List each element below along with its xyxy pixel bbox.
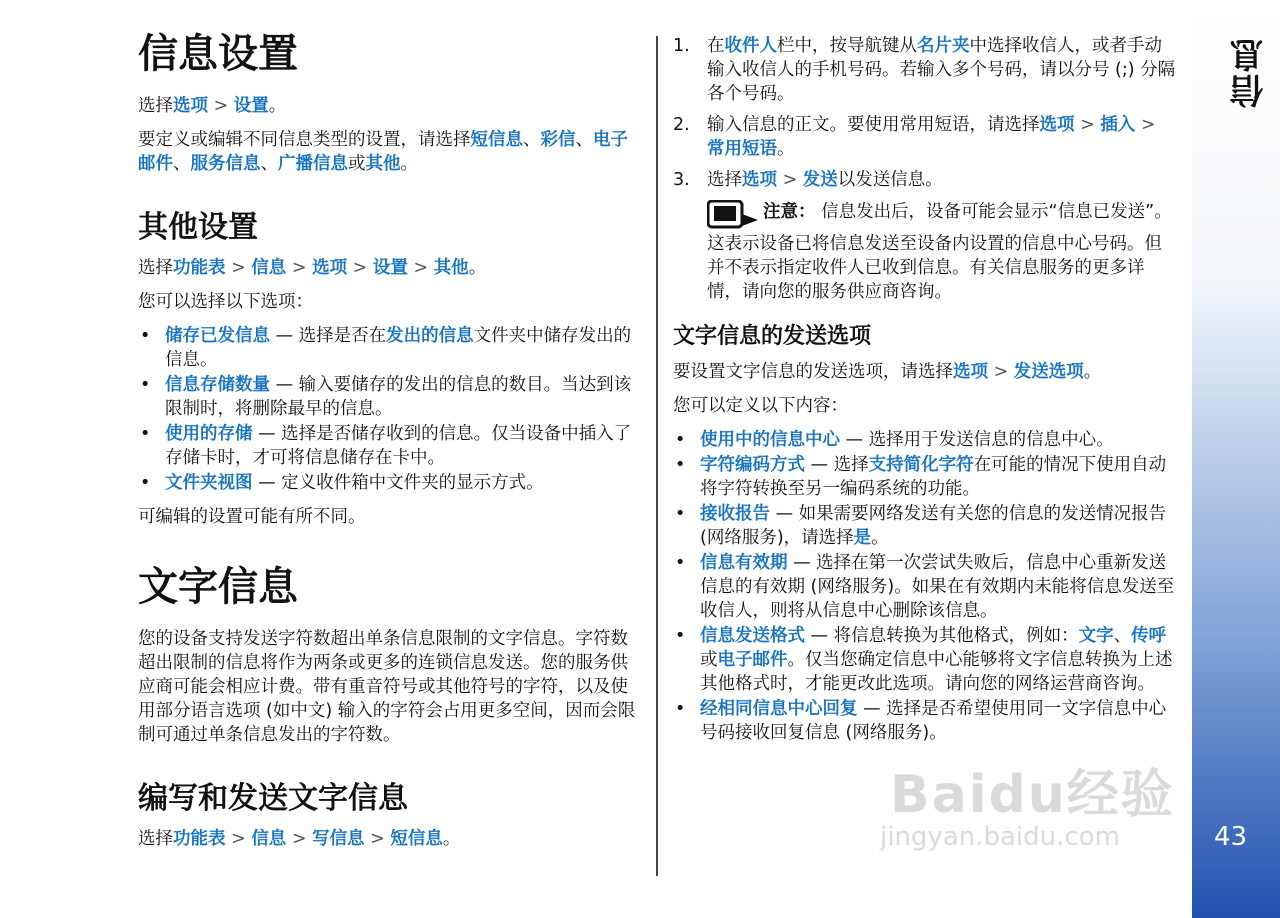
list-item: • 储存已发信息 — 选择是否在发出的信息文件夹中储存发出的信息。	[140, 326, 632, 370]
send-steps-list	[673, 34, 1178, 192]
heading-msg-settings: 信息设置	[138, 31, 298, 77]
list-item: • 经相同信息中心回复 — 选择是否希望使用同一文字信息中心号码接收回复信息 (网络服务)。	[675, 699, 1167, 743]
note-icon	[707, 200, 759, 232]
step-item: 2. 输入信息的正文。要使用常用短语，请选择选项 > 插入 > 常用短语。	[673, 115, 1156, 159]
heading-send-options: 文字信息的发送选项	[673, 324, 872, 349]
send-options-list	[673, 428, 1178, 745]
page-sidebar	[1192, 0, 1280, 918]
section-tab: 信息	[1230, 36, 1270, 108]
note-text: 注意： 信息发出后，设备可能会显示“信息已发送”。这表示设备已将信息发送至设备内设置的信息中心号码。但并不表示指定收件人已收到信息。有关信息服务的更多详情，请向您的服务供应商咨询。	[707, 202, 1172, 302]
other-settings-intro: 您可以选择以下选项：	[138, 292, 313, 312]
other-settings-path: 选择功能表 > 信息 > 选项 > 设置 > 其他。	[138, 258, 487, 278]
page-number: 43	[1214, 822, 1248, 852]
other-settings-footer: 可编辑的设置可能有所不同。	[138, 507, 366, 527]
list-item: • 字符编码方式 — 选择支持简化字符在可能的情况下使用自动将字符转换至另一编码系统的功能。	[675, 455, 1167, 499]
watermark: Baidu经验	[890, 765, 1175, 825]
list-item: • 文件夹视图 — 定义收件箱中文件夹的显示方式。	[140, 473, 544, 493]
heading-text-messages: 文字信息	[138, 564, 298, 610]
list-item: • 信息有效期 — 选择在第一次尝试失败后，信息中心重新发送信息的有效期 (网络服务)。如果在有效期内未能将信息发送至收信人，则将从信息中心删除该信息。	[675, 553, 1175, 621]
text-messages-body: 您的设备支持发送字符数超出单条信息限制的文字信息。字符数超出限制的信息将作为两条或更多的连锁信息发送。您的服务供应商可能会相应计费。带有重音符号或其他符号的字符，以及使用部分语言选项 (如中文) 输入的字符会占用更多空间，因而会限制可通过单条信息发出的字符数。	[138, 629, 636, 745]
column-divider	[656, 36, 658, 876]
list-item: • 使用中的信息中心 — 选择用于发送信息的信息中心。	[675, 430, 1114, 450]
left-column	[138, 28, 638, 861]
write-send-path: 选择功能表 > 信息 > 写信息 > 短信息。	[138, 829, 461, 849]
list-item: • 接收报告 — 如果需要网络发送有关您的信息的发送情况报告 (网络服务)，请选择是。	[675, 504, 1167, 548]
send-options-intro: 您可以定义以下内容：	[673, 396, 848, 416]
other-settings-list	[138, 324, 638, 495]
note-box	[673, 200, 1178, 304]
step-item: 3. 选择选项 > 发送以发送信息。	[673, 170, 943, 190]
list-item: • 使用的存储 — 选择是否储存收到的信息。仅当设备中插入了存储卡时，才可将信息储存在卡中。	[140, 424, 632, 468]
step-item: 1. 在收件人栏中，按导航键从名片夹中选择收信人，或者手动输入收信人的手机号码。若输入多个号码，请以分号 (;) 分隔各个号码。	[673, 36, 1176, 104]
send-options-path: 要设置文字信息的发送选项，请选择选项 > 发送选项。	[673, 362, 1102, 382]
msg-settings-desc: 要定义或编辑不同信息类型的设置，请选择短信息、彩信、电子邮件、服务信息、广播信息或其他。	[138, 130, 628, 174]
heading-other-settings: 其他设置	[138, 210, 258, 245]
list-item: • 信息发送格式 — 将信息转换为其他格式，例如：文字、传呼或电子邮件。仅当您确定信息中心能够将文字信息转换为上述其他格式时，才能更改此选项。请向您的网络运营商咨询。	[675, 626, 1173, 694]
link-settings: 设置	[233, 96, 269, 116]
heading-write-send: 编写和发送文字信息	[138, 781, 408, 816]
right-column	[673, 34, 1178, 755]
list-item: • 信息存储数量 — 输入要储存的发出的信息的数目。当达到该限制时，将删除最早的信息。	[140, 375, 632, 419]
msg-settings-path: 选择选项 > 设置。	[138, 96, 287, 116]
link-options: 选项	[173, 96, 208, 116]
watermark-url: jingyan.baidu.com	[880, 822, 1120, 852]
